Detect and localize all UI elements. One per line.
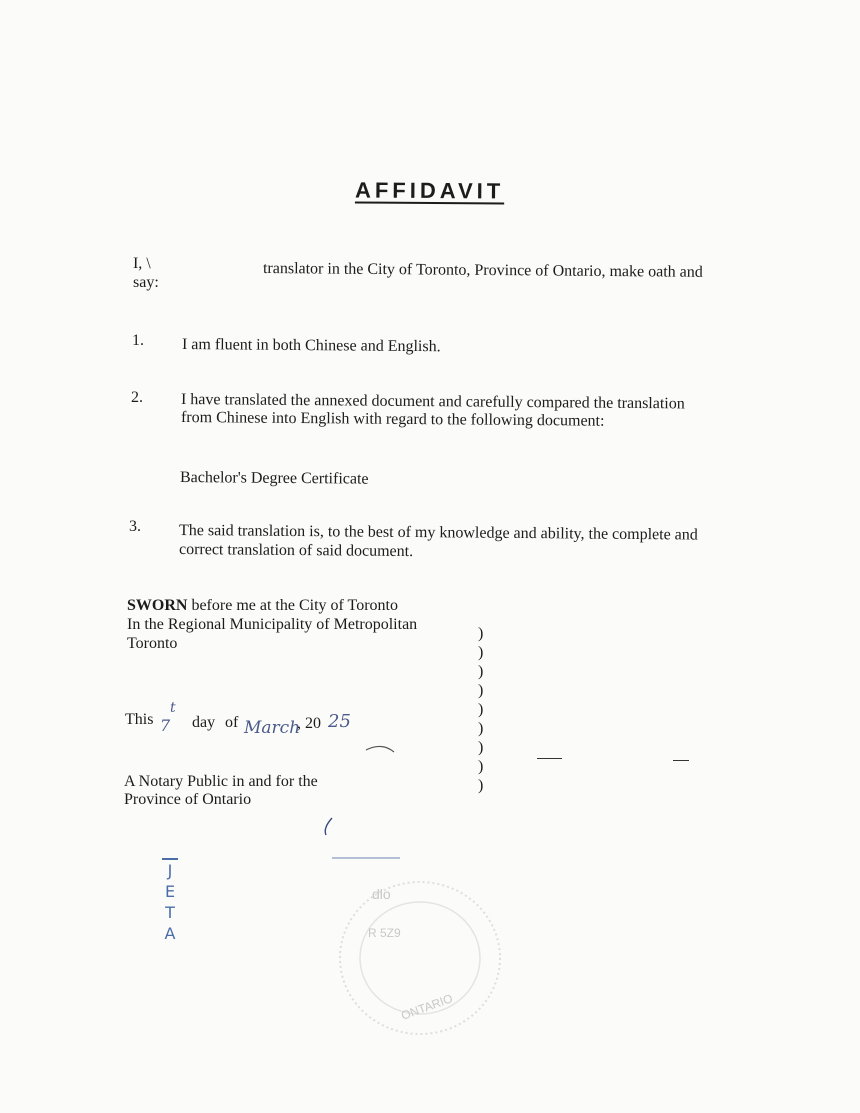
- paren: ): [478, 644, 484, 661]
- sworn-line2: In the Regional Municipality of Metropolitan: [127, 616, 418, 633]
- item-number-3: 3.: [129, 518, 141, 535]
- item-number-1: 1.: [132, 332, 144, 349]
- item-text-2-line2: from Chinese into English with regard to the following document:: [180, 409, 605, 430]
- parenthesis-column: [478, 624, 483, 795]
- document-name: Bachelor's Degree Certificate: [179, 469, 369, 488]
- signature-mark: [310, 740, 420, 865]
- item-text-3-line2: correct translation of said document.: [178, 541, 414, 561]
- seal-fragment: ONTARIO: [399, 991, 455, 1023]
- stamp-letter: E: [164, 882, 176, 901]
- seal-fragment: R 5Z9: [368, 926, 401, 940]
- date-day-hand: 7: [160, 716, 171, 735]
- stamp-letter: J: [167, 861, 173, 880]
- embossed-seal: [330, 870, 510, 1040]
- date-year-hand: 25: [328, 711, 351, 732]
- notary-stamp: [162, 858, 178, 944]
- paren: ): [478, 701, 484, 718]
- paren: ): [478, 663, 484, 680]
- document-title: AFFIDAVIT: [354, 177, 505, 204]
- paren: ): [478, 777, 484, 794]
- seal-fragment: dlo: [372, 886, 391, 902]
- paren: ): [478, 758, 484, 775]
- stamp-letter: A: [164, 924, 176, 943]
- notary-line2: Province of Ontario: [124, 791, 252, 808]
- date-month-hand: March: [244, 718, 301, 738]
- date-day-word: day: [192, 714, 216, 731]
- item-text-3-line1: The said translation is, to the best of my knowledge and ability, the complete and: [178, 522, 698, 544]
- sworn-line3: Toronto: [127, 635, 178, 652]
- intro-say: say:: [133, 274, 159, 291]
- signature-dash-right: [673, 760, 689, 761]
- date-of-word: of: [225, 714, 239, 731]
- date-day-suffix-hand: t: [170, 700, 176, 716]
- sworn-rest: before me at the City of Toronto: [187, 597, 398, 614]
- sworn-bold: SWORN: [127, 597, 188, 614]
- date-year-prefix: , 20: [297, 715, 321, 732]
- item-text-2-line1: I have translated the annexed document and carefully compared the translation: [180, 391, 685, 413]
- paren: ): [478, 720, 484, 737]
- notary-line1: A Notary Public in and for the: [124, 773, 318, 790]
- paren: ): [478, 682, 484, 699]
- paren: ): [478, 739, 484, 756]
- paren: ): [478, 625, 484, 642]
- item-number-2: 2.: [131, 389, 143, 406]
- intro-prefix: I, \: [132, 255, 151, 273]
- item-text-1: I am fluent in both Chinese and English.: [181, 336, 441, 356]
- intro-line: translator in the City of Toronto, Province of Ontario, make oath and: [262, 260, 703, 281]
- sworn-line1: [127, 597, 398, 615]
- signature-dash-left: [537, 758, 562, 759]
- stamp-letter: T: [165, 903, 175, 922]
- date-this: This: [125, 711, 154, 728]
